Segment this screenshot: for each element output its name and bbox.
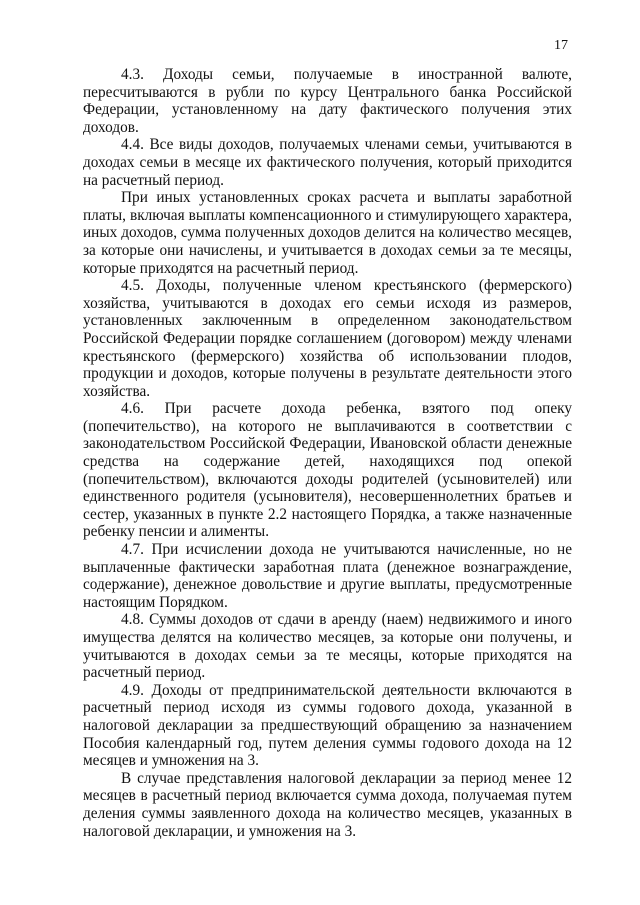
paragraph-4-9: 4.9. Доходы от предпринимательской деятельности включаются в расчетный период исходя из суммы годового дохода, указанной в налоговой декларации за предшествующий обращению за назначением Пособия календарный год, путем деления суммы годового дохода на 12 месяцев и умножения на 3. <box>83 681 572 770</box>
paragraph-4-7: 4.7. При исчислении дохода не учитываются начисленные, но не выплаченные фактически заработная плата (денежное вознаграждение, содержание), денежное довольствие и другие выплаты, предусмотренные настоящим Порядком. <box>83 541 572 611</box>
paragraph-4-5: 4.5. Доходы, полученные членом крестьянского (фермерского) хозяйства, учитываются в доходах его семьи исходя из размеров, установленных заключенным в определенном законодательством Российской Федерации порядке соглашением (договором) между членами крестьянского (фермерского) хозяйства об использовании плодов, продукции и доходов, которые получены в результате деятельности этого хозяйства. <box>83 277 572 400</box>
paragraph-4-8: 4.8. Суммы доходов от сдачи в аренду (наем) недвижимого и иного имущества делятся на количество месяцев, за которые они получены, и учитываются в доходах семьи за те месяцы, которые приходятся на расчетный период. <box>83 611 572 682</box>
paragraph-4-9-continued: В случае представления налоговой декларации за период менее 12 месяцев в расчетный период включается сумма дохода, получаемая путем деления суммы заявленного дохода на количество месяцев, указанных в налоговой декларации, и умножения на 3. <box>83 769 572 840</box>
paragraph-4-4: 4.4. Все виды доходов, получаемых членами семьи, учитываются в доходах семьи в месяце их фактического получения, который приходится на расчетный период. <box>83 136 572 189</box>
page-number: 17 <box>554 38 568 53</box>
paragraph-4-3: 4.3. Доходы семьи, получаемые в иностранной валюте, пересчитываются в рубли по курсу Центрального банка Российской Федерации, установленному на дату фактического получения этих доходов. <box>83 66 572 136</box>
document-body <box>83 66 572 840</box>
paragraph-4-6: 4.6. При расчете дохода ребенка, взятого под опеку (попечительство), на которого не выплачиваются в соответствии с законодательством Российской Федерации, Ивановской области денежные средства на содержание детей, находящихся под опекой (попечительством), включаются доходы родителей (усыновителей) или единственного родителя (усыновителя), несовершеннолетних братьев и сестер, указанных в пункте 2.2 настоящего Порядка, а также назначенные ребенку пенсии и алименты. <box>83 400 572 541</box>
paragraph-4-4-continued: При иных установленных сроках расчета и выплаты заработной платы, включая выплаты компенсационного и стимулирующего характера, иных доходов, сумма полученных доходов делится на количество месяцев, за которые они начислены, и учитывается в доходах семьи за те месяцы, которые приходятся на расчетный период. <box>83 189 572 277</box>
